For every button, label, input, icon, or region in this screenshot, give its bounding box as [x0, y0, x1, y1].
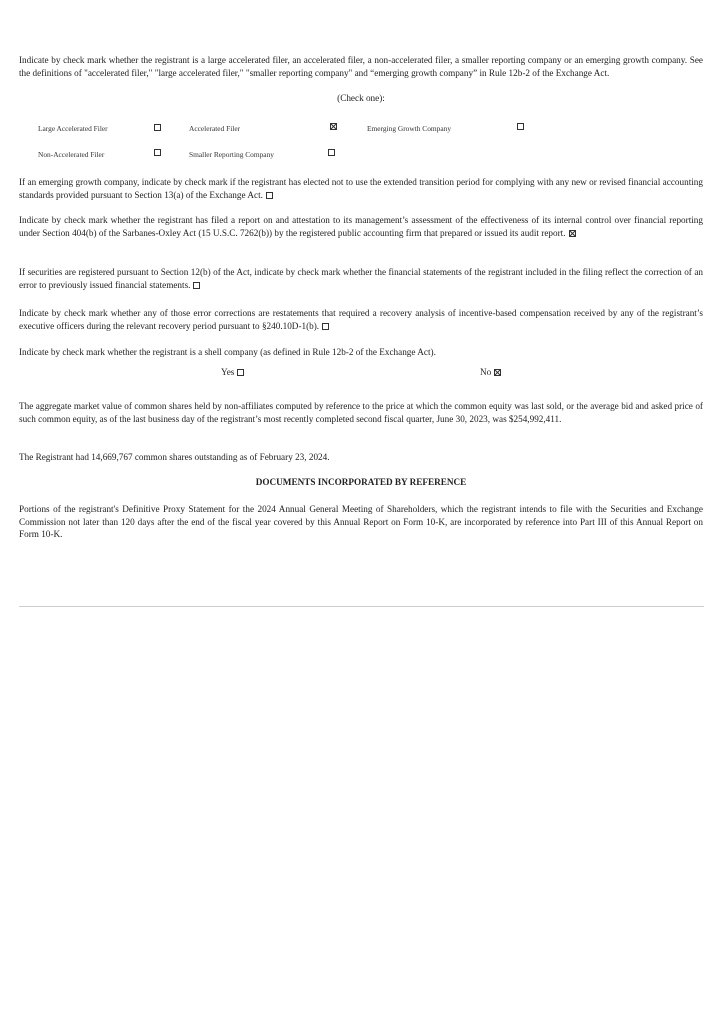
error-correction-checkbox[interactable] [193, 282, 200, 289]
shares-outstanding-text: The Registrant had 14,669,767 common shares outstanding as of February 23, 2024. [19, 452, 330, 462]
large-accelerated-filer-checkbox[interactable] [154, 124, 161, 131]
page-divider [19, 606, 704, 607]
filer-status-intro: Indicate by check mark whether the registrant is a large accelerated filer, an accelerated filer, a non-accelerated filer, a smaller reporting company or an emerging growth company. See the definitions of "accelerated filer," "large accelerated filer," "smaller reporting company" and “emerging growth company” in Rule 12b-2 of the Exchange Act. [19, 55, 703, 78]
market-value-text: The aggregate market value of common shares held by non-affiliates computed by reference to the price at which the common equity was last sold, or the average bid and asked price of such common equity, as of the last business day of the registrant’s most recently completed second fiscal quarter, June 30, 2023, was $254,992,411. [19, 401, 703, 424]
documents-heading: DOCUMENTS INCORPORATED BY REFERENCE [255, 477, 467, 487]
large-accelerated-filer-label: Large Accelerated Filer [38, 124, 108, 133]
smaller-reporting-company-checkbox[interactable] [328, 149, 335, 156]
recovery-analysis-question: Indicate by check mark whether any of those error corrections are restatements that required a recovery analysis of incentive-based compensation received by any of the registrant’s executive officers during the relevant recovery period pursuant to §240.10D-1(b). [19, 308, 703, 331]
internal-control-question: Indicate by check mark whether the registrant has filed a report on and attestation to its management’s assessment of the effectiveness of its internal control over financial reporting under Section 404(b) of the Sarbanes-Oxley Act (15 U.S.C. 7262(b)) by the registered public accounting firm that prepared or issued its audit report. [19, 215, 703, 238]
transition-period-question: If an emerging growth company, indicate by check mark if the registrant has elected not to use the extended transition period for complying with any new or revised financial accounting standards provided pursuant to Section 13(a) of the Exchange Act. [19, 177, 703, 200]
shell-company-yes: Yes [221, 367, 244, 377]
check-one-label: (Check one): [337, 93, 385, 103]
emerging-growth-company-label: Emerging Growth Company [367, 124, 452, 133]
shell-company-no-checkbox[interactable] [494, 369, 501, 376]
non-accelerated-filer-label: Non-Accelerated Filer [38, 150, 105, 159]
emerging-growth-company-checkbox[interactable] [517, 123, 524, 130]
accelerated-filer-checkbox[interactable] [330, 123, 337, 130]
accelerated-filer-label: Accelerated Filer [189, 124, 241, 133]
internal-control-checkbox[interactable] [569, 230, 576, 237]
shell-company-yes-checkbox[interactable] [237, 369, 244, 376]
error-correction-question: If securities are registered pursuant to Section 12(b) of the Act, indicate by check mark whether the financial statements of the registrant included in the filing reflect the correction of an error to previously issued financial statements. [19, 267, 703, 290]
shell-company-no: No [480, 367, 501, 377]
non-accelerated-filer-checkbox[interactable] [154, 149, 161, 156]
smaller-reporting-company-label: Smaller Reporting Company [189, 150, 274, 159]
documents-text: Portions of the registrant's Definitive Proxy Statement for the 2024 Annual General Meeting of Shareholders, which the registrant intends to file with the Securities and Exchange Commission not later than 120 days after the end of the fiscal year covered by this Annual Report on Form 10-K, are incorporated by reference into Part III of this Annual Report on Form 10-K. [19, 504, 703, 540]
transition-period-checkbox[interactable] [266, 192, 273, 199]
shell-company-question: Indicate by check mark whether the registrant is a shell company (as defined in Rule 12b-2 of the Exchange Act). [19, 347, 436, 357]
recovery-analysis-checkbox[interactable] [322, 323, 329, 330]
